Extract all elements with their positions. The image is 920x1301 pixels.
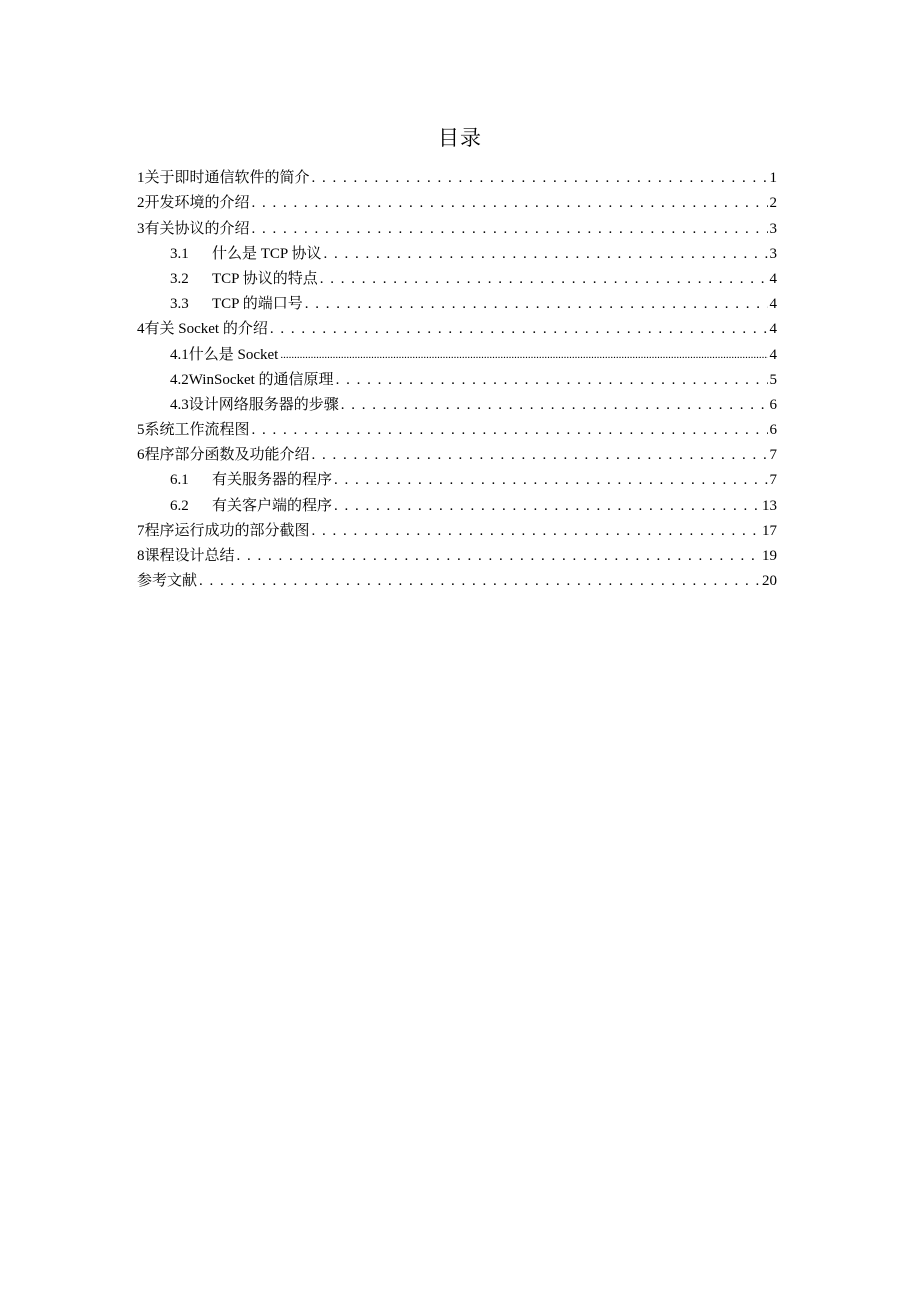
- toc-entry-title: 什么是 TCP 协议: [212, 245, 322, 262]
- toc-entry-title: 参考文献: [137, 573, 198, 590]
- toc-entry-number: 6.1: [170, 472, 189, 489]
- toc-entry[interactable]: [137, 216, 777, 241]
- toc-dot-leader: [341, 393, 768, 418]
- toc-dot-leader: [312, 519, 760, 544]
- toc-dot-leader: [305, 292, 768, 317]
- toc-dot-leader: [252, 418, 768, 443]
- toc-entry[interactable]: [137, 267, 777, 292]
- toc-entry[interactable]: [137, 191, 777, 216]
- toc-entry-page: 4: [769, 296, 777, 313]
- table-of-contents: [137, 166, 777, 594]
- toc-entry-title: 设计网络服务器的步骤: [188, 396, 339, 413]
- toc-dot-leader: [312, 443, 768, 468]
- toc-entry[interactable]: [137, 166, 777, 191]
- toc-entry-title: 什么是 Socket: [188, 346, 279, 363]
- toc-dot-leader: [252, 191, 768, 216]
- toc-entry[interactable]: [137, 242, 777, 267]
- toc-entry-number: 4.1: [170, 346, 189, 363]
- toc-entry-number: 3.1: [170, 245, 189, 262]
- toc-dot-leader: [280, 343, 767, 368]
- toc-entry-page: 1: [769, 170, 777, 187]
- toc-dot-leader: [323, 242, 767, 267]
- toc-entry-title: 开发环境的介绍: [144, 195, 250, 212]
- toc-entry-title: 关于即时通信软件的简介: [144, 170, 310, 187]
- toc-entry-number: 5: [137, 422, 145, 439]
- toc-entry-number: 6.2: [170, 497, 189, 514]
- toc-entry-number: 4: [137, 321, 145, 338]
- toc-entry[interactable]: [137, 468, 777, 493]
- toc-entry-number: 3: [137, 220, 145, 237]
- toc-entry-page: 20: [762, 573, 777, 590]
- toc-dot-leader: [336, 368, 768, 393]
- toc-entry[interactable]: [137, 342, 777, 367]
- toc-dot-leader: [199, 569, 760, 594]
- toc-entry-page: 4: [769, 346, 777, 363]
- toc-dot-leader: [334, 468, 767, 493]
- toc-entry-title: 有关 Socket 的介绍: [144, 321, 268, 338]
- toc-entry-title: 有关服务器的程序: [212, 472, 333, 489]
- toc-entry-number: 7: [137, 522, 145, 539]
- toc-entry[interactable]: [137, 368, 777, 393]
- toc-entry[interactable]: [137, 317, 777, 342]
- toc-entry-number: 6: [137, 447, 145, 464]
- toc-entry[interactable]: [137, 292, 777, 317]
- toc-entry-title: 有关客户端的程序: [212, 497, 333, 514]
- toc-entry-page: 4: [769, 270, 777, 287]
- toc-entry-number: 3.3: [170, 296, 189, 313]
- toc-entry-page: 13: [762, 497, 777, 514]
- toc-entry-page: 2: [769, 195, 777, 212]
- toc-entry-title: 程序运行成功的部分截图: [144, 522, 310, 539]
- toc-entry-title: 程序部分函数及功能介绍: [144, 447, 310, 464]
- toc-entry-title: 系统工作流程图: [144, 422, 250, 439]
- toc-entry-number: 4.2: [170, 371, 189, 388]
- toc-entry-page: 5: [769, 371, 777, 388]
- toc-entry-number: 1: [137, 170, 145, 187]
- toc-entry-page: 6: [769, 396, 777, 413]
- toc-entry-title: TCP 协议的特点: [212, 270, 318, 287]
- toc-entry-title: 课程设计总结: [144, 548, 235, 564]
- toc-entry-page: 3: [769, 220, 777, 237]
- toc-entry-page: 17: [762, 522, 777, 539]
- toc-dot-leader: [334, 494, 760, 519]
- toc-title: 目录: [438, 126, 482, 150]
- toc-entry-page: 19: [762, 548, 777, 564]
- toc-entry-title: TCP 的端口号: [212, 296, 303, 313]
- toc-dot-leader: [312, 166, 768, 191]
- toc-entry[interactable]: [137, 393, 777, 418]
- toc-entry[interactable]: [137, 493, 777, 518]
- toc-entry-title: 有关协议的介绍: [144, 220, 250, 237]
- toc-entry-number: 2: [137, 195, 145, 212]
- toc-entry-number: 8: [137, 548, 145, 564]
- toc-entry[interactable]: [137, 443, 777, 468]
- toc-entry-page: 3: [769, 245, 777, 262]
- toc-entry-page: 4: [769, 321, 777, 338]
- toc-entry-page: 7: [769, 472, 777, 489]
- toc-dot-leader: [252, 217, 768, 242]
- toc-entry-number: 3.2: [170, 270, 189, 287]
- toc-entry-number: 4.3: [170, 396, 189, 413]
- toc-entry-title: WinSocket 的通信原理: [188, 371, 334, 388]
- toc-dot-leader: [270, 317, 768, 342]
- toc-entry-page: 6: [769, 422, 777, 439]
- toc-entry[interactable]: [137, 569, 777, 594]
- toc-entry[interactable]: [137, 418, 777, 443]
- toc-dot-leader: [320, 267, 768, 292]
- toc-dot-leader: [237, 544, 760, 569]
- toc-entry[interactable]: [137, 519, 777, 544]
- toc-entry-page: 7: [769, 447, 777, 464]
- toc-entry[interactable]: [137, 544, 777, 569]
